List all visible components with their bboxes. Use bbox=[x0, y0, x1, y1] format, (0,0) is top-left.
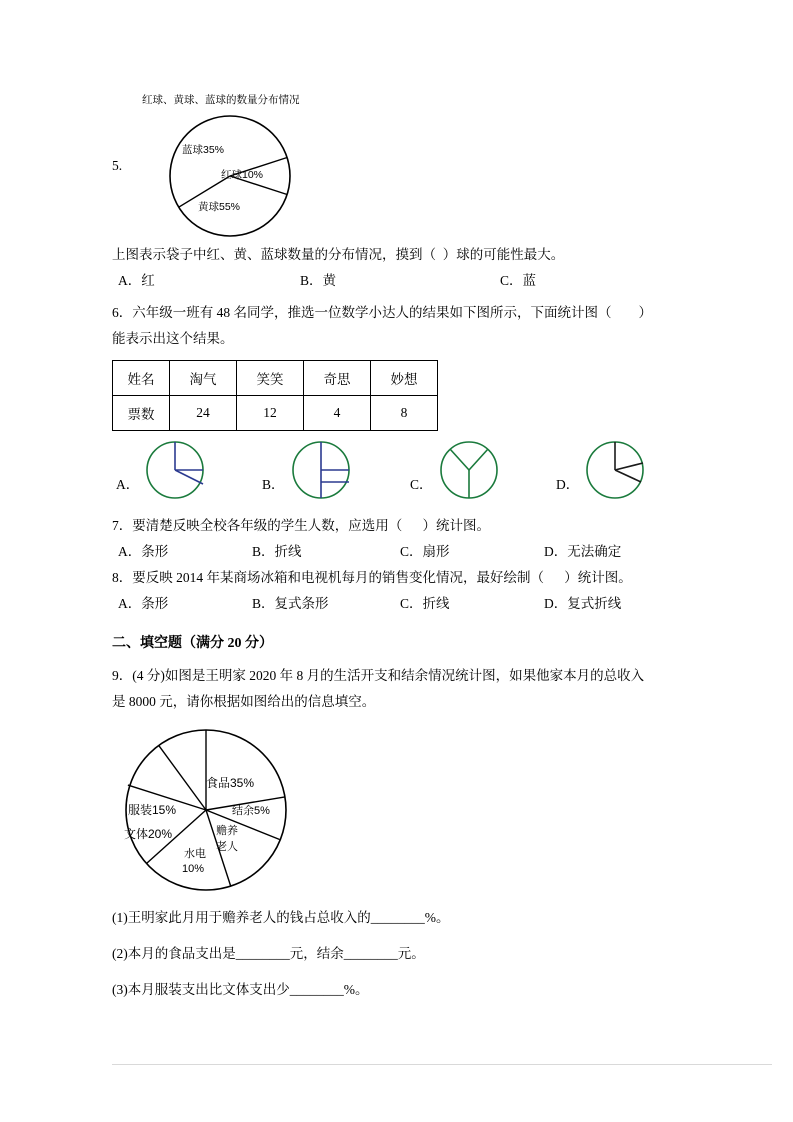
pie-chart-1-label-blue: 蓝球35% bbox=[182, 144, 225, 156]
pie-chart-2-label-food: 食品35% bbox=[206, 776, 255, 790]
question-8-option-b[interactable]: B．复式条形 bbox=[252, 596, 329, 611]
question-6-option-d-label: D． bbox=[556, 477, 580, 492]
question-5-block bbox=[112, 74, 692, 242]
table-header-qisi: 奇思 bbox=[304, 361, 371, 396]
pie-chart-2-label-utility-line2: 10% bbox=[182, 863, 205, 875]
question-5-options bbox=[112, 268, 692, 294]
table-row bbox=[113, 361, 438, 396]
question-8-option-d[interactable]: D．复式折线 bbox=[544, 596, 622, 611]
option-c-pie-icon bbox=[439, 437, 499, 503]
section-2-title: 二、填空题（满分 20 分） bbox=[112, 636, 273, 651]
table-header-name: 姓名 bbox=[113, 361, 170, 396]
question-8-options bbox=[112, 591, 692, 617]
pie-chart-1-caption: 红球、黄球、蓝球的数量分布情况 bbox=[142, 94, 300, 106]
question-6-option-a-label: A． bbox=[116, 477, 140, 492]
pie-chart-1-label-yellow: 黄球55% bbox=[198, 201, 241, 213]
table-cell-votes-taoqi: 24 bbox=[170, 396, 237, 431]
question-9-stem-line2: 是 8000 元，请你根据如图给出的信息填空。 bbox=[112, 694, 376, 709]
question-9-blank-2: (2)本月的食品支出是________元，结余________元。 bbox=[112, 946, 425, 961]
question-8-option-a[interactable]: A．条形 bbox=[118, 596, 169, 611]
pie-chart-1-label-red: 红球10% bbox=[221, 169, 264, 181]
question-6-option-c[interactable] bbox=[410, 437, 499, 503]
question-5-option-a[interactable]: A．红 bbox=[118, 273, 155, 288]
pie-chart-2-label-clothes: 服装15% bbox=[128, 803, 177, 817]
question-7-option-c[interactable]: C．扇形 bbox=[400, 544, 450, 559]
pie-chart-2 bbox=[120, 721, 320, 901]
table-cell-votes-qisi: 4 bbox=[304, 396, 371, 431]
option-a-pie-icon bbox=[145, 437, 205, 503]
question-7-options bbox=[112, 539, 692, 565]
table-header-miaoxiang: 妙想 bbox=[371, 361, 438, 396]
document-content bbox=[112, 74, 692, 1003]
question-7-stem: 7．要清楚反映全校各年级的学生人数，应选用（ ）统计图。 bbox=[112, 518, 490, 533]
question-5-number: 5. bbox=[112, 158, 123, 173]
question-6-table bbox=[112, 360, 438, 431]
question-7-option-b[interactable]: B．折线 bbox=[252, 544, 302, 559]
table-cell-votes-miaoxiang: 8 bbox=[371, 396, 438, 431]
table-row bbox=[113, 396, 438, 431]
table-header-xiaoxiao: 笑笑 bbox=[237, 361, 304, 396]
pie-chart-2-label-utility-line1: 水电 bbox=[184, 848, 206, 860]
pie-chart-2-label-balance: 结余5% bbox=[232, 805, 270, 817]
option-d-pie-icon bbox=[585, 437, 645, 503]
question-9-stem-line1: 9．(4 分)如图是王明家 2020 年 8 月的生活开支和结余情况统计图，如果他家本月的总收入 bbox=[112, 668, 645, 683]
question-5-option-b[interactable]: B．黄 bbox=[300, 273, 337, 288]
question-5-option-c[interactable]: C．蓝 bbox=[500, 273, 537, 288]
table-cell-votes-xiaoxiao: 12 bbox=[237, 396, 304, 431]
table-cell-votes-label: 票数 bbox=[113, 396, 170, 431]
table-header-taoqi: 淘气 bbox=[170, 361, 237, 396]
question-6-option-b[interactable] bbox=[262, 437, 351, 503]
question-8-option-c[interactable]: C．折线 bbox=[400, 596, 450, 611]
pie-chart-2-label-support-line2: 老人 bbox=[216, 841, 238, 853]
pie-chart-2-label-culture: 文体20% bbox=[124, 827, 173, 841]
question-7-option-a[interactable]: A．条形 bbox=[118, 544, 169, 559]
pie-chart-1 bbox=[166, 112, 294, 240]
question-9-blank-3: (3)本月服装支出比文体支出少________%。 bbox=[112, 982, 369, 997]
footer-divider bbox=[112, 1064, 772, 1065]
question-7-option-d[interactable]: D．无法确定 bbox=[544, 544, 622, 559]
question-6-option-b-label: B． bbox=[262, 477, 285, 492]
question-6-stem-line2: 能表示出这个结果。 bbox=[112, 331, 234, 346]
question-9-blank-1: (1)王明家此月用于赡养老人的钱占总收入的________%。 bbox=[112, 910, 450, 925]
question-6-option-charts bbox=[112, 437, 692, 513]
question-6-stem-line1: 6．六年级一班有 48 名同学，推选一位数学小达人的结果如下图所示，下面统计图（ ） bbox=[112, 305, 652, 320]
question-5-stem: 上图表示袋子中红、黄、蓝球数量的分布情况，摸到（ ）球的可能性最大。 bbox=[112, 247, 565, 262]
pie-chart-2-label-support-line1: 赡养 bbox=[216, 825, 238, 837]
question-6-option-a[interactable] bbox=[116, 437, 205, 503]
question-6-option-c-label: C． bbox=[410, 477, 433, 492]
question-8-stem: 8．要反映 2014 年某商场冰箱和电视机每月的销售变化情况，最好绘制（ ）统计图。 bbox=[112, 570, 632, 585]
option-b-pie-icon bbox=[291, 437, 351, 503]
question-6-option-d[interactable] bbox=[556, 437, 645, 503]
